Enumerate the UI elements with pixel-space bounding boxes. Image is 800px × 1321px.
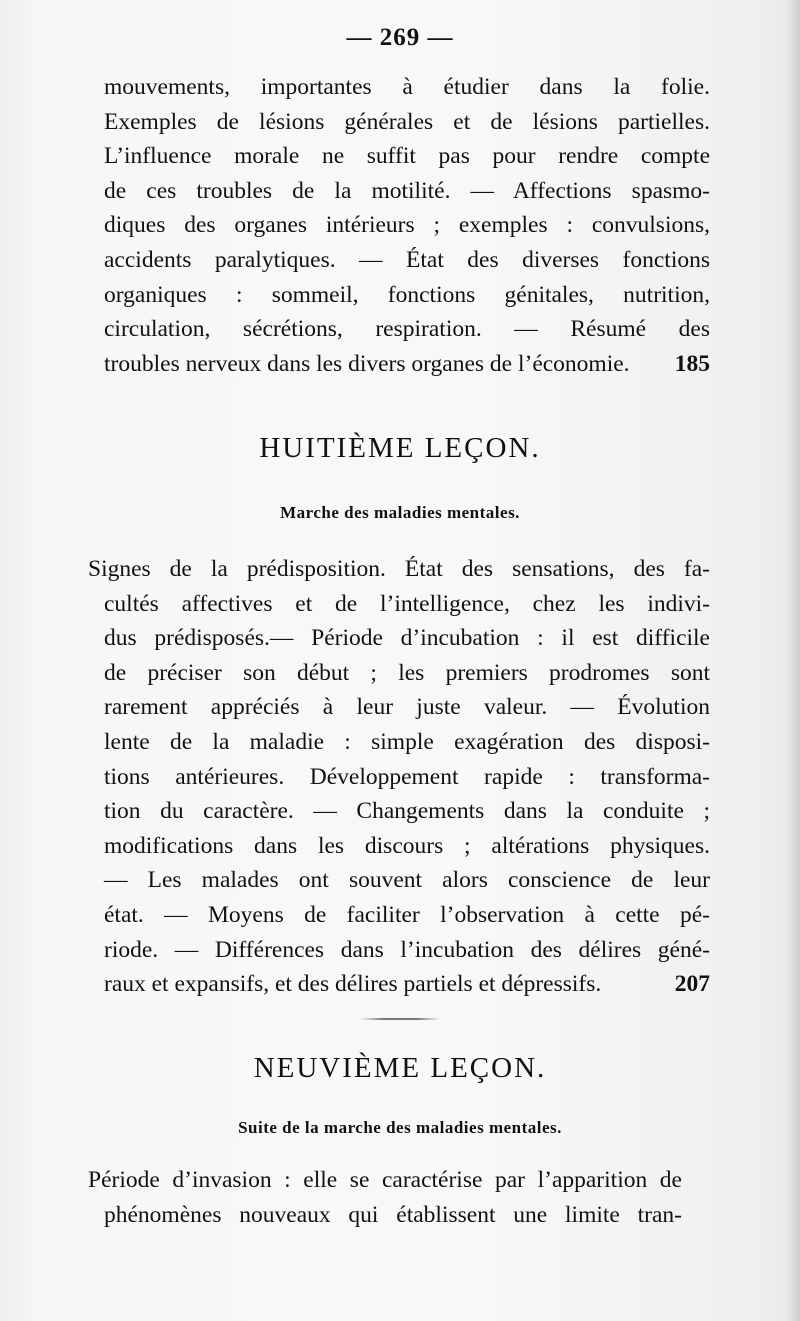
text-line: Signes de la prédisposition. État des sensations, des fa- <box>88 556 710 582</box>
page-reference: 207 <box>674 971 710 998</box>
lesson-nine-subtitle: Suite de la marche des maladies mentales. <box>238 1118 562 1137</box>
text-line: dus prédisposés.— Période d’incubation : il est difficile <box>104 625 710 652</box>
text-line: de ces troubles de la motilité. — Affections spasmo- <box>104 177 710 204</box>
text-line: modifications dans les discours ; altérations physiques. <box>104 832 710 859</box>
text-line <box>104 347 710 382</box>
text-line: tion du caractère. — Changements dans la conduite ; <box>104 798 710 825</box>
text-line: mouvements, importantes à étudier dans la folie. <box>104 74 710 100</box>
text-line: état. — Moyens de faciliter l’observation à cette pé- <box>104 901 710 928</box>
text-line: L’influence morale ne suffit pas pour rendre compte <box>104 143 710 170</box>
lesson-nine-title: NEUVIÈME LEÇON. <box>253 1052 547 1084</box>
text-line <box>104 967 710 1002</box>
text-line: organiques : sommeil, fonctions génitales, nutrition, <box>104 281 710 308</box>
text-line: cultés affectives et de l’intelligence, chez les indivi- <box>104 590 710 617</box>
text-line: accidents paralytiques. — État des diverses fonctions <box>104 246 710 273</box>
text-line: lente de la maladie : simple exagération des disposi- <box>104 728 710 755</box>
section-divider <box>360 1018 440 1020</box>
text-line: phénomènes nouveaux qui établissent une limite tran- <box>104 1201 682 1228</box>
lesson-eight-summary <box>88 552 710 1002</box>
page-number: — 269 — <box>346 24 454 51</box>
text-line: — Les malades ont souvent alors conscience de leur <box>104 867 710 894</box>
text-line: tions antérieures. Développement rapide : transforma- <box>104 763 710 790</box>
text-line: diques des organes intérieurs ; exemples : convulsions, <box>104 212 710 239</box>
text-line: riode. — Différences dans l’incubation des délires géné- <box>104 936 710 963</box>
text-line: circulation, sécrétions, respiration. — Résumé des <box>104 316 710 343</box>
text-line: rarement appréciés à leur juste valeur. — Évolution <box>104 694 710 721</box>
lesson-seven-summary <box>104 70 710 381</box>
text-line: Période d’invasion : elle se caractérise par l’apparition de <box>88 1167 682 1193</box>
text-line-content: raux et expansifs, et des délires partiels et dépressifs. <box>104 971 602 998</box>
text-line: de préciser son début ; les premiers prodromes sont <box>104 659 710 686</box>
text-line: Exemples de lésions générales et de lésions partielles. <box>104 108 710 135</box>
lesson-eight-title: HUITIÈME LEÇON. <box>259 432 541 464</box>
page-reference: 185 <box>674 350 710 377</box>
text-line-content: troubles nerveux dans les divers organes de l’économie. <box>104 350 630 377</box>
lesson-eight-subtitle: Marche des maladies mentales. <box>280 503 520 522</box>
lesson-nine-summary <box>88 1163 682 1232</box>
